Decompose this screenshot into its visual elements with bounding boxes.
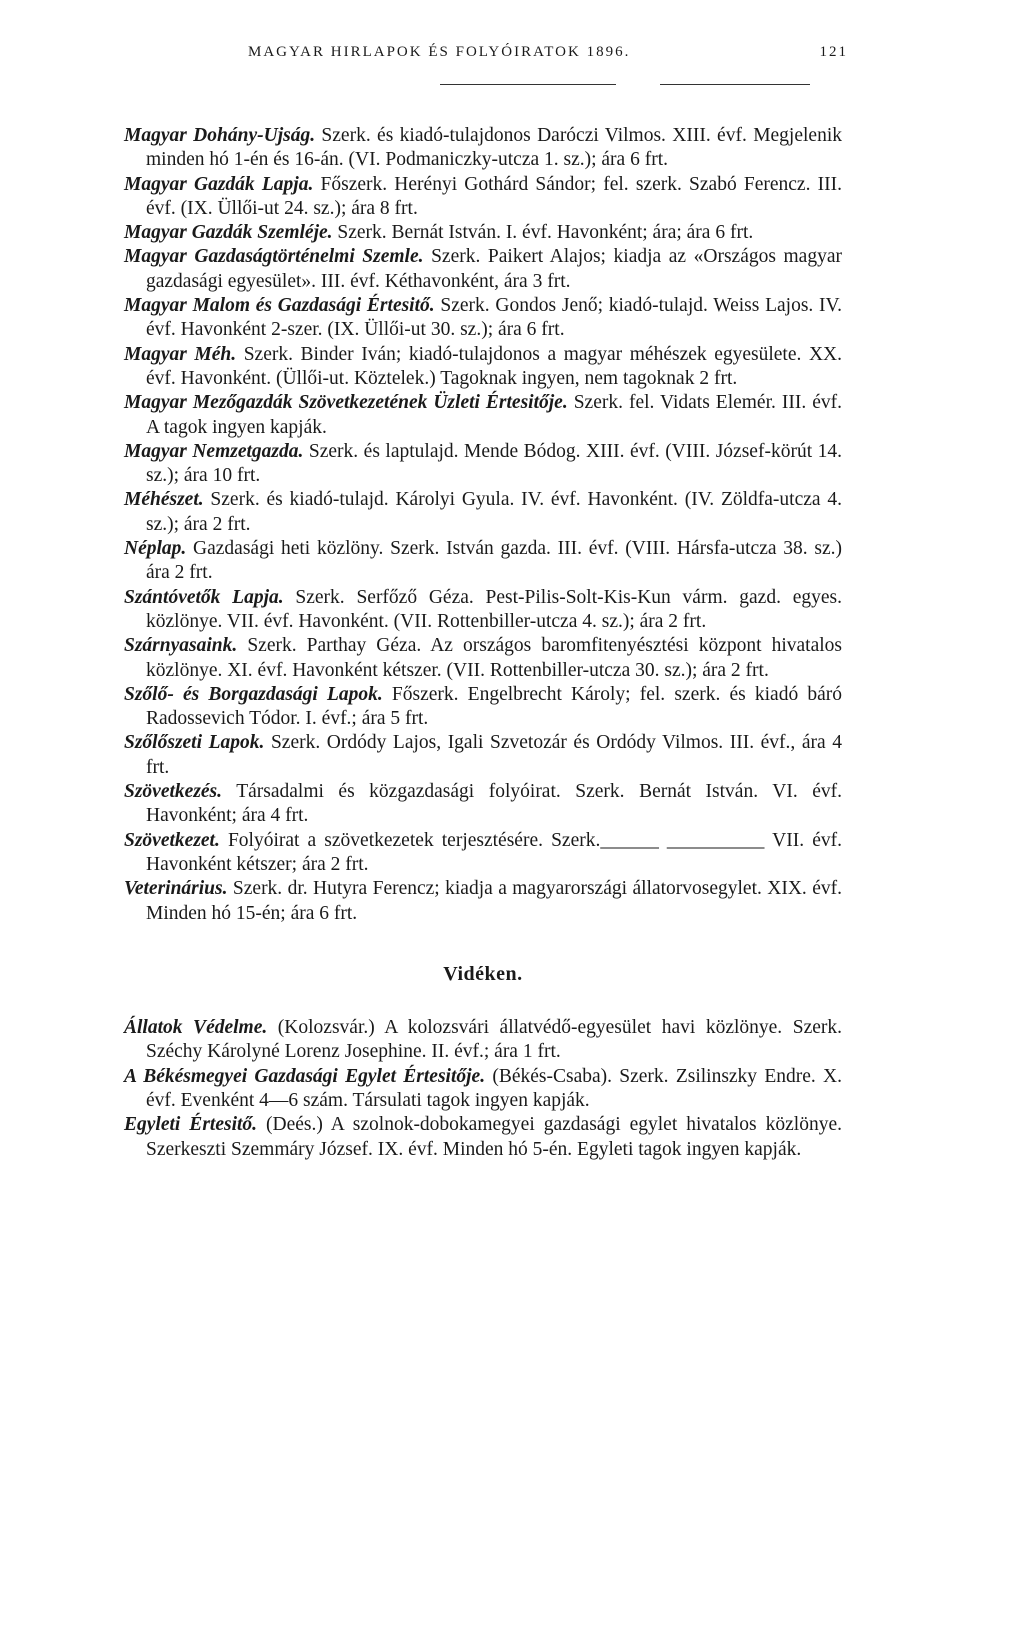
entry: [124, 1113, 842, 1162]
entry-title: Szövetkezés.: [124, 781, 223, 803]
entry-text: Szerk. Parthay Géza. Az országos baromfitenyésztési központ hivatalos közlönye. XI. évf. Havonként kétszer. (VII. Rottenbiller-utcza 30. sz.); ára 2 frt.: [146, 635, 842, 681]
entry-text: Szerk. és laptulajd. Mende Bódog. XIII. évf. (VIII. József-körút 14. sz.); ára 10 frt.: [146, 440, 842, 487]
entry-title: Magyar Gazdák Szemléje.: [124, 222, 333, 244]
entry: [124, 343, 842, 392]
entry: [124, 634, 842, 683]
entry: [124, 537, 842, 586]
entry: [124, 780, 842, 829]
section-heading: Vidéken.: [443, 962, 523, 985]
entry-text: Szerk. és kiadó-tulajdonos Daróczi Vilmos. XIII. évf. Megjelenik minden hó 1-én és 16-án. (VI. Podmaniczky-utcza 1. sz.); ára 6 frt.: [146, 125, 842, 171]
header-rule: [440, 84, 616, 85]
entry-title: Magyar Gazdaságtörténelmi Szemle.: [124, 246, 424, 268]
entry: [124, 440, 842, 489]
entry: [124, 1016, 842, 1065]
entry-title: Szőlőszeti Lapok.: [124, 732, 265, 754]
entry-title: Szárnyasaink.: [124, 635, 238, 657]
entry-text: (Békés-Csaba). Szerk. Zsilinszky Endre. X. évf. Evenként 4—6 szám. Társulati tagok ingyen kapják.: [146, 1065, 842, 1111]
entry-title: Méhészet.: [124, 489, 204, 511]
entry-title: Néplap.: [124, 538, 187, 560]
entry: [124, 124, 842, 173]
running-header: [248, 44, 848, 61]
entry-text: Szerk. Serfőző Géza. Pest-Pilis-Solt-Kis-Kun várm. gazd. egyes. közlönye. VII. évf. Havonként. (VII. Rottenbiller-utcza 4. sz.); ára 2 frt.: [146, 586, 842, 632]
entry-text: Szerk. dr. Hutyra Ferencz; kiadja a magyarországi állatorvosegylet. XIX. évf. Minden hó 15-én; ára 6 frt.: [146, 878, 842, 924]
entry-title: Magyar Malom és Gazdasági Értesitő.: [124, 295, 435, 317]
entry: [124, 173, 842, 222]
entry-title: Szövetkezet.: [124, 829, 220, 851]
entry: [124, 586, 842, 635]
entry: [124, 877, 842, 926]
entry-title: Magyar Mezőgazdák Szövetkezetének Üzleti Értesitője.: [124, 392, 568, 414]
entry: [124, 221, 842, 245]
entry-text: Gazdasági heti közlöny. Szerk. István gazda. III. évf. (VIII. Hársfa-utcza 38. sz.) ára 2 frt.: [146, 538, 842, 584]
entry-title: Magyar Méh.: [124, 343, 237, 365]
entry-text: Szerk. Binder Iván; kiadó-tulajdonos a magyar méhészek egyesülete. XX. évf. Havonként. (Üllői-ut. Köztelek.) Tagoknak ingyen, nem tagoknak 2 frt.: [146, 343, 842, 389]
entry-title: Egyleti Értesitő.: [124, 1114, 258, 1136]
entry-title: Veterinárius.: [124, 878, 228, 900]
entry: [124, 294, 842, 343]
entry-text: Társadalmi és közgazdasági folyóirat. Szerk. Bernát István. VI. évf. Havonként; ára 4 frt.: [146, 781, 842, 827]
header-rule-right: [660, 84, 810, 85]
entry-text: Szerk. Bernát István. I. évf. Havonként; ára; ára 6 frt.: [332, 222, 754, 244]
entry-text: Szerk. Gondos Jenő; kiadó-tulajd. Weiss Lajos. IV. évf. Havonként 2-szer. (IX. Üllői-ut 30. sz.); ára 6 frt.: [146, 295, 842, 341]
entry: [124, 245, 842, 294]
entry-title: Szántóvetők Lapja.: [124, 586, 284, 608]
entry-text: (Kolozsvár.) A kolozsvári állatvédő-egyesület havi közlönye. Szerk. Széchy Károlyné Lorenz Josephine. II. évf.; ára 1 frt.: [146, 1017, 842, 1063]
entry-title: Magyar Nemzetgazda.: [124, 440, 304, 462]
entry-title: Magyar Dohány-Ujság.: [124, 125, 316, 146]
entry: [124, 683, 842, 732]
entry-title: Szőlő- és Borgazdasági Lapok.: [124, 683, 383, 705]
entry-text: Szerk. Ordódy Lajos, Igali Szvetozár és Ordódy Vilmos. III. évf., ára 4 frt.: [146, 732, 842, 778]
entry: [124, 488, 842, 537]
entry-text: Folyóirat a szövetkezetek terjesztésére. Szerk.______ __________ VII. évf. Havonként kétszer; ára 2 frt.: [146, 829, 842, 875]
text-column: [124, 124, 842, 1162]
entry-text: Főszerk. Herényi Gothárd Sándor; fel. szerk. Szabó Ferencz. III. évf. (IX. Üllői-ut 24. sz.); ára 8 frt.: [146, 173, 842, 219]
entry-text: Szerk. Paikert Alajos; kiadja az «Országos magyar gazdasági egyesület». III. évf. Kéthavonként, ára 3 frt.: [146, 246, 842, 292]
page-number: 121: [819, 44, 848, 60]
entry-title: A Békésmegyei Gazdasági Egylet Értesitője.: [124, 1065, 486, 1087]
entry-title: Állatok Védelme.: [124, 1017, 268, 1039]
entry: [124, 391, 842, 440]
entry: [124, 731, 842, 780]
entry-text: Szerk. fel. Vidats Elemér. III. évf. A tagok ingyen kapják.: [146, 392, 842, 438]
entry: [124, 829, 842, 878]
entry-text: Főszerk. Engelbrecht Károly; fel. szerk. és kiadó báró Radossevich Tódor. I. évf.; ára 5 frt.: [146, 683, 842, 730]
entry: [124, 1065, 842, 1114]
entry-title: Magyar Gazdák Lapja.: [124, 173, 314, 195]
running-title: MAGYAR HIRLAPOK ÉS FOLYÓIRATOK 1896.: [248, 44, 631, 60]
entry-text: (Deés.) A szolnok-dobokamegyei gazdasági egylet hivatalos közlönye. Szerkeszti Szemmáry József. IX. évf. Minden hó 5-én. Egyleti tagok ingyen kapják.: [146, 1114, 842, 1160]
entry-text: Szerk. és kiadó-tulajd. Károlyi Gyula. IV. évf. Havonként. (IV. Zöldfa-utcza 4. sz.); ára 2 frt.: [146, 489, 842, 535]
